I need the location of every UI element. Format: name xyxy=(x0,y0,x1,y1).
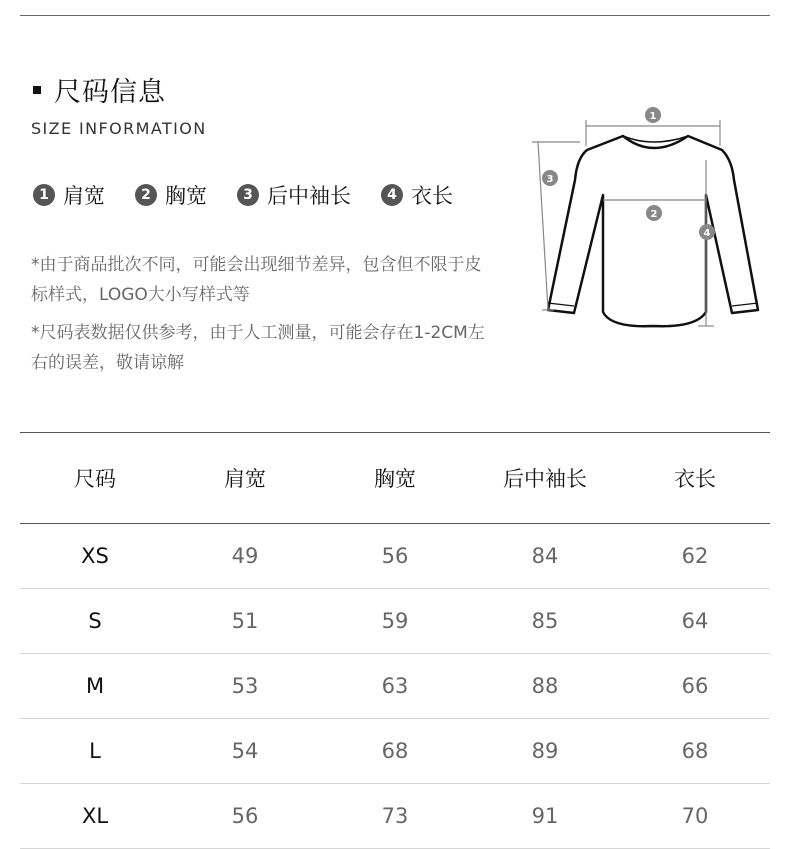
table-row xyxy=(20,654,770,719)
svg-text:3: 3 xyxy=(546,174,554,185)
section-title xyxy=(33,70,166,109)
header-length: 衣长 xyxy=(620,433,770,524)
garment-measurement-diagram xyxy=(520,100,770,340)
cell-chest: 56 xyxy=(320,524,470,589)
number-badge-2: 2 xyxy=(135,184,157,206)
cell-length: 66 xyxy=(620,654,770,719)
cell-sleeve: 89 xyxy=(470,719,620,784)
cell-length: 70 xyxy=(620,784,770,849)
cell-size: L xyxy=(20,719,170,784)
table-header-row xyxy=(20,433,770,524)
title-cn: 尺码信息 xyxy=(54,77,166,108)
cell-shoulder: 54 xyxy=(170,719,320,784)
square-bullet-icon xyxy=(33,86,41,94)
legend-label: 胸宽 xyxy=(165,184,207,208)
cell-chest: 59 xyxy=(320,589,470,654)
table-row xyxy=(20,589,770,654)
cell-length: 64 xyxy=(620,589,770,654)
cell-sleeve: 91 xyxy=(470,784,620,849)
legend-item-length xyxy=(381,180,453,210)
cell-shoulder: 53 xyxy=(170,654,320,719)
note-batch-difference: *由于商品批次不同，可能会出现细节差异，包含但不限于皮标样式，LOGO大小写样式等 xyxy=(31,255,482,305)
cell-chest: 73 xyxy=(320,784,470,849)
measurement-legend xyxy=(33,180,483,210)
svg-text:4: 4 xyxy=(703,228,711,239)
cell-sleeve: 85 xyxy=(470,589,620,654)
cell-length: 68 xyxy=(620,719,770,784)
legend-item-chest xyxy=(135,180,207,210)
table-row xyxy=(20,524,770,589)
legend-label: 衣长 xyxy=(411,184,453,208)
number-badge-1: 1 xyxy=(33,184,55,206)
cell-shoulder: 51 xyxy=(170,589,320,654)
top-divider xyxy=(20,15,770,16)
svg-text:2: 2 xyxy=(650,209,658,220)
header-shoulder: 肩宽 xyxy=(170,433,320,524)
svg-text:1: 1 xyxy=(649,111,657,122)
legend-item-shoulder xyxy=(33,180,105,210)
cell-shoulder: 49 xyxy=(170,524,320,589)
table-row xyxy=(20,719,770,784)
header-chest: 胸宽 xyxy=(320,433,470,524)
header-sleeve: 后中袖长 xyxy=(470,433,620,524)
legend-label: 后中袖长 xyxy=(267,184,351,208)
cell-size: XL xyxy=(20,784,170,849)
note-measurement-error: *尺码表数据仅供参考，由于人工测量，可能会存在1-2CM左右的误差，敬请谅解 xyxy=(31,323,485,373)
sweater-outline-icon xyxy=(548,136,758,326)
number-badge-4: 4 xyxy=(381,184,403,206)
cell-chest: 68 xyxy=(320,719,470,784)
number-badge-3: 3 xyxy=(237,184,259,206)
header-size: 尺码 xyxy=(20,433,170,524)
cell-chest: 63 xyxy=(320,654,470,719)
cell-size: M xyxy=(20,654,170,719)
cell-length: 62 xyxy=(620,524,770,589)
cell-sleeve: 84 xyxy=(470,524,620,589)
title-en: SIZE INFORMATION xyxy=(31,119,207,138)
legend-item-sleeve xyxy=(237,180,351,210)
cell-size: XS xyxy=(20,524,170,589)
cell-sleeve: 88 xyxy=(470,654,620,719)
table-row xyxy=(20,784,770,849)
legend-label: 肩宽 xyxy=(63,184,105,208)
size-table xyxy=(20,433,770,849)
cell-size: S xyxy=(20,589,170,654)
measurement-lines xyxy=(532,120,720,326)
cell-shoulder: 56 xyxy=(170,784,320,849)
